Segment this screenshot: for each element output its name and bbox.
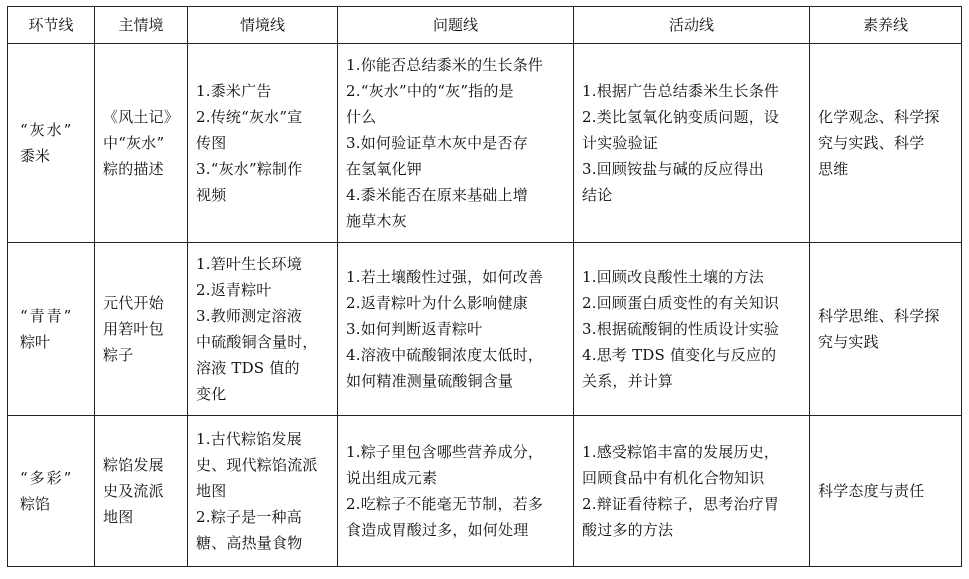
activity-line: 1.回顾改良酸性土壤的方法	[582, 268, 764, 286]
context-cell	[95, 243, 188, 416]
situation-line: 2.粽子是一种高	[196, 508, 302, 526]
questions-cell	[338, 243, 574, 416]
stage-cell	[8, 416, 95, 567]
situation-line: 1.黍米广告	[196, 82, 272, 100]
situation-line: 视频	[196, 186, 227, 204]
question-line: 1.若土壤酸性过强，如何改善	[346, 268, 544, 286]
situation-line: 中硫酸铜含量时，	[196, 333, 318, 351]
question-line: 4.溶液中硫酸铜浓度太低时，	[346, 346, 544, 364]
header-literacy: 素养线	[810, 7, 962, 44]
activity-line: 3.根据硫酸铜的性质设计实验	[582, 320, 780, 338]
situation-line: 3.教师测定溶液	[196, 307, 302, 325]
question-line: 1.你能否总结黍米的生长条件	[346, 56, 544, 74]
activity-line: 2.类比氢氧化钠变质问题，设	[582, 108, 780, 126]
header-row	[8, 7, 962, 44]
stage-line: 黍米	[20, 147, 51, 165]
activity-line: 回顾食品中有机化合物知识	[582, 469, 765, 487]
question-line: 4.黍米能否在原来基础上增	[346, 186, 528, 204]
question-line: 在氢氧化钾	[346, 160, 423, 178]
situation-line: 1.箬叶生长环境	[196, 255, 302, 273]
table-row	[8, 44, 962, 243]
literacy-cell	[810, 416, 962, 567]
stage-cell	[8, 243, 95, 416]
question-line: 施草木灰	[346, 212, 407, 230]
literacy-line: 科学态度与责任	[818, 482, 925, 500]
situation-line: 传图	[196, 134, 227, 152]
situation-line: 变化	[196, 385, 227, 403]
context-line: 中“灰水”	[103, 134, 165, 152]
table-row	[8, 416, 962, 567]
header-situation: 情境线	[188, 7, 338, 44]
question-line: 什么	[346, 108, 377, 126]
question-line: 2.吃粽子不能毫无节制，若多	[346, 495, 544, 513]
situation-line: 地图	[196, 482, 227, 500]
question-line: 3.如何判断返青粽叶	[346, 320, 483, 338]
activity-line: 结论	[582, 186, 613, 204]
stage-line: 粽馅	[20, 495, 51, 513]
situation-line: 史、现代粽馅流派	[196, 456, 318, 474]
activity-line: 4.思考 TDS 值变化与反应的	[582, 346, 777, 364]
activity-line: 关系，并计算	[582, 372, 674, 390]
context-line: 用箬叶包	[103, 320, 164, 338]
activity-line: 3.回顾铵盐与碱的反应得出	[582, 160, 764, 178]
question-line: 2.返青粽叶为什么影响健康	[346, 294, 528, 312]
question-line: 食造成胃酸过多，如何处理	[346, 521, 529, 539]
stage-line: “青青”	[20, 307, 74, 325]
context-line: 粽子	[103, 346, 134, 364]
question-line: 1.粽子里包含哪些营养成分，	[346, 443, 544, 461]
literacy-line: 思维	[818, 160, 849, 178]
stage-line: 粽叶	[20, 333, 51, 351]
lesson-design-table	[7, 6, 962, 567]
situation-cell	[188, 243, 338, 416]
literacy-line: 科学思维、科学探	[818, 307, 940, 325]
question-line: 3.如何验证草木灰中是否存	[346, 134, 528, 152]
literacy-cell	[810, 44, 962, 243]
questions-cell	[338, 44, 574, 243]
activity-line: 1.感受粽馅丰富的发展历史，	[582, 443, 780, 461]
situation-cell	[188, 416, 338, 567]
situation-line: 糖、高热量食物	[196, 534, 303, 552]
table-container	[7, 6, 962, 567]
context-line: 元代开始	[103, 294, 164, 312]
header-stage: 环节线	[8, 7, 95, 44]
stage-line: “多彩”	[20, 469, 74, 487]
context-line: 《风土记》	[103, 108, 180, 126]
situation-line: 1.古代粽馅发展	[196, 430, 302, 448]
header-questions: 问题线	[338, 7, 574, 44]
activity-line: 2.辩证看待粽子，思考治疗胃	[582, 495, 780, 513]
stage-line: “灰水”	[20, 121, 74, 139]
activities-cell	[574, 44, 810, 243]
activities-cell	[574, 416, 810, 567]
situation-line: 3.“灰水”粽制作	[196, 160, 303, 178]
context-cell	[95, 44, 188, 243]
stage-cell	[8, 44, 95, 243]
header-context: 主情境	[95, 7, 188, 44]
situation-line: 2.返青粽叶	[196, 281, 272, 299]
context-line: 史及流派	[103, 482, 164, 500]
question-line: 2.“灰水”中的“灰”指的是	[346, 82, 514, 100]
literacy-line: 究与实践	[818, 333, 879, 351]
context-line: 地图	[103, 508, 134, 526]
activity-line: 2.回顾蛋白质变性的有关知识	[582, 294, 780, 312]
activity-line: 计实验验证	[582, 134, 659, 152]
table-row	[8, 243, 962, 416]
situation-line: 2.传统“灰水”宣	[196, 108, 303, 126]
context-cell	[95, 416, 188, 567]
context-line: 粽的描述	[103, 160, 164, 178]
question-line: 说出组成元素	[346, 469, 438, 487]
activities-cell	[574, 243, 810, 416]
situation-cell	[188, 44, 338, 243]
literacy-line: 究与实践、科学	[818, 134, 925, 152]
activity-line: 酸过多的方法	[582, 521, 674, 539]
situation-line: 溶液 TDS 值的	[196, 359, 300, 377]
context-line: 粽馅发展	[103, 456, 164, 474]
header-activities: 活动线	[574, 7, 810, 44]
questions-cell	[338, 416, 574, 567]
activity-line: 1.根据广告总结黍米生长条件	[582, 82, 780, 100]
literacy-line: 化学观念、科学探	[818, 108, 940, 126]
question-line: 如何精准测量硫酸铜含量	[346, 372, 514, 390]
literacy-cell	[810, 243, 962, 416]
